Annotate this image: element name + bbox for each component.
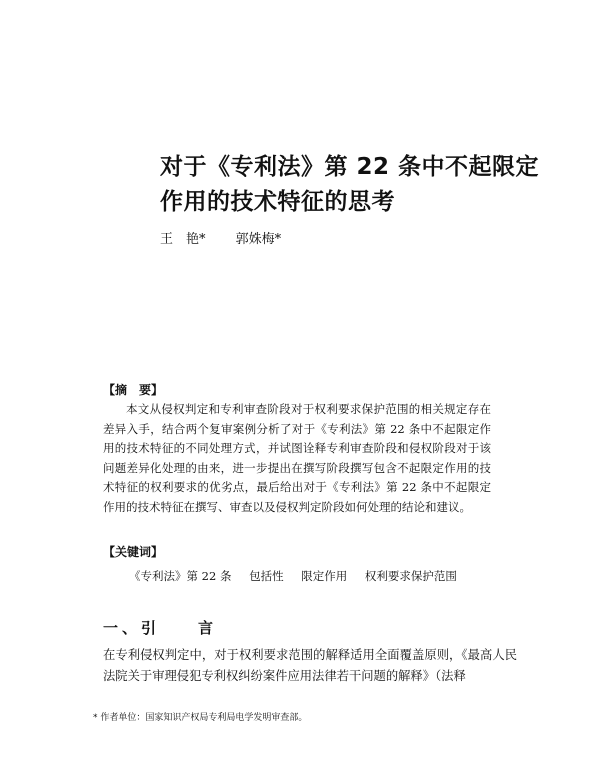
keywords-heading: 【关键词】 (103, 545, 164, 559)
keyword: 限定作用 (301, 569, 348, 583)
title-line-1: 对于《专利法》第 22 条中不起限定 (160, 154, 540, 180)
keyword: 权利要求保护范围 (364, 569, 457, 583)
paper-title (160, 150, 560, 220)
author-name: 郭姝梅* (235, 232, 282, 247)
keyword: 包括性 (249, 569, 284, 583)
footnote: * 作者单位：国家知识产权局专利局电学发明审查部。 (93, 713, 308, 723)
title-line-2: 作用的技术特征的思考 (160, 189, 395, 215)
keyword: 《专利法》第 22 条 (129, 569, 232, 583)
abstract (103, 400, 491, 518)
author-list (160, 228, 307, 247)
abstract-text: 本文从侵权判定和专利审查阶段对于权利要求保护范围的相关规定存在差异入手，结合两个复审案例分析了对于《专利法》第 22 条中不起限定作用的技术特征的不同处理方式，并试图诠释专利审查阶段和侵权阶段对于该问题差异化处理的由来，进一步提出在撰写阶段撰写包含不起限定作用的技术特征的权利要求的优劣点，最后给出对于《专利法》第 22 条中不起限定作用的技术特征在撰写、审查以及侵权判定阶段如何处理的结论和建议。 (103, 402, 491, 514)
keyword-list (129, 568, 471, 584)
body-text: 在专利侵权判定中，对于权利要求范围的解释适用全面覆盖原则，《最高人民法院关于审理侵犯专利权纠纷案件应用法律若干问题的解释》（法释 (103, 648, 517, 683)
section-heading: 一、引 言 (103, 619, 218, 637)
abstract-heading: 【摘 要】 (103, 383, 164, 397)
body-paragraph (103, 645, 517, 687)
author-name: 王 艳* (160, 232, 206, 247)
